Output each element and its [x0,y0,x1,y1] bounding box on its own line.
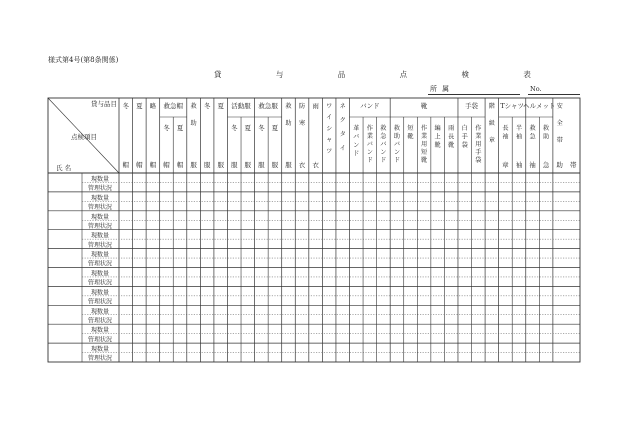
header-bottom-label: 章 [502,161,509,169]
header-label: 夏 [136,102,143,110]
row-label-status: 管理状況 [87,317,113,325]
header-bottom-label: 服 [244,161,252,169]
header-bottom-label: 服 [203,161,211,169]
header-label: 章 [488,137,495,144]
sub-header-label: ン [353,142,360,149]
header-bottom-label: 服 [231,161,238,169]
sub-header-label: バ [366,141,373,148]
row-label-status: 管理状況 [87,355,113,363]
row-label-status: 管理状況 [87,336,113,344]
sub-header-label: 救 [380,125,387,132]
header-group-label: バンド [360,102,380,110]
row-label-quantity: 現数量 [90,346,110,354]
sub-header-label: 編 [434,125,441,132]
header-label: 階 [488,103,495,110]
row-label-quantity: 現数量 [90,251,110,259]
header-bottom-label: 帯 [569,161,577,169]
header-bottom-label: 服 [285,161,292,169]
header-label: 略 [149,102,157,110]
sub-header-label: 短 [420,149,428,156]
sub-header-label: 業 [366,133,373,140]
sub-header-label: 作 [475,125,482,132]
row-label-quantity: 現数量 [90,289,110,297]
sub-header-label: ド [393,157,401,164]
sub-header-label: 助 [393,133,401,140]
sub-header-label: ン [366,149,373,156]
row-label-quantity: 現数量 [90,175,110,183]
header-bottom-label: 服 [271,161,279,169]
corner-check-label: 点検項目 [71,133,97,141]
row-label-quantity: 現数量 [90,194,110,202]
sub-header-label: 靴 [434,142,441,149]
header-label: タ [339,131,346,138]
header-label: 級 [488,120,495,127]
row-label-quantity: 現数量 [90,327,110,335]
sub-header-label: 上 [434,133,441,141]
corner-item-label: 貸与品目 [91,100,117,108]
header-bottom-label: 帽 [122,161,130,169]
sub-header-label: 救 [529,125,536,132]
header-label: 防 [298,103,306,110]
header-label: 冬 [122,102,130,110]
header-bottom-label: 帽 [176,161,184,169]
sub-header-label: 雨 [448,125,455,132]
sub-header-label: 袖 [502,133,509,141]
header-bottom-label: 服 [258,161,265,169]
affiliation-label: 所属 [430,85,454,93]
header-bottom-label: 帽 [149,161,157,169]
header-label: 助 [190,120,197,127]
row-label-status: 管理状況 [87,222,113,230]
sub-header-label: 手 [461,133,468,141]
sub-header-label: 短 [407,125,414,132]
header-label: 帯 [556,137,563,144]
header-group-label: Tシャツ [500,102,525,110]
sub-header-label: 手 [475,149,482,156]
sub-header-label: 用 [420,141,428,148]
header-bottom-label: 帽 [163,161,170,169]
sub-header-label: 作 [366,125,373,132]
sub-header-label: 長 [448,133,455,141]
header-label: シ [326,125,333,133]
header-label: ネ [339,103,346,110]
sub-header-label: 助 [543,133,550,141]
sub-header-label: 急 [380,133,387,140]
row-label-status: 管理状況 [87,185,113,193]
sub-header-label: 袋 [475,157,482,164]
sub-header-label: 救 [543,125,550,132]
row-label-status: 管理状況 [87,241,113,249]
header-group-label: ヘルメット [523,102,556,110]
sub-header-label: 革 [353,125,360,132]
row-label-quantity: 現数量 [90,308,110,316]
sub-header-label: 夏 [271,124,279,132]
header-label: 夏 [217,102,224,110]
corner-name-label: 氏 名 [56,164,72,172]
sub-header-label: 長 [502,125,509,132]
number-label: No. [530,85,542,93]
row-label-quantity: 現数量 [90,213,110,221]
header-group-label: 救急服 [258,102,278,110]
header-bottom-label: 袖 [529,161,536,169]
header-bottom-label: 袖 [515,161,523,169]
header-group-label: 靴 [420,102,428,110]
header-bottom-label: 急 [542,161,550,169]
sub-header-label: バ [353,133,360,141]
row-label-status: 管理状況 [87,204,113,211]
header-label: ツ [326,147,333,155]
sub-header-label: ド [353,150,360,158]
sub-header-label: ド [366,157,373,164]
header-label: 冬 [203,102,211,110]
row-label-status: 管理状況 [87,279,113,287]
header-label: イ [339,145,346,152]
sub-header-label: 袋 [461,142,468,149]
sub-header-label: 靴 [420,157,428,164]
sub-header-label: 冬 [231,124,238,132]
row-label-status: 管理状況 [87,260,113,268]
header-label: 雨 [312,102,319,110]
sub-header-label: 冬 [258,124,265,132]
header-label: ワ [326,103,333,110]
header-label: 救 [285,103,292,110]
header-group-label: 救急帽 [163,102,183,110]
sub-header-label: 業 [420,133,428,140]
sub-header-label: 靴 [407,133,414,141]
header-bottom-label: 服 [190,161,197,169]
row-label-status: 管理状況 [87,298,113,306]
row-label-quantity: 現数量 [90,270,110,278]
header-bottom-label: 服 [217,161,224,169]
sub-header-label: 夏 [244,124,252,132]
sub-header-label: 靴 [448,142,455,149]
header-bottom-label: 帽 [136,161,143,169]
header-label: ャ [326,136,333,144]
sub-header-label: ン [393,149,401,156]
header-label: 救 [190,103,197,110]
sub-header-label: 夏 [176,124,184,132]
header-bottom-label: 衣 [312,161,319,169]
row-label-quantity: 現数量 [90,232,110,240]
header-group-label: 手袋 [465,102,479,110]
sub-header-label: 白 [461,125,468,132]
header-label: 寒 [298,120,306,127]
sub-header-label: バ [393,141,401,148]
sub-header-label: 冬 [163,124,170,132]
sub-header-label: ド [380,157,387,164]
form-title: 貸 与 品 点 検 表 [214,70,557,79]
header-group-label: 活動服 [231,102,251,110]
header-label: イ [326,114,333,122]
form-number-label: 様式第4号(第8条関係) [48,56,119,64]
header-label: 助 [285,120,292,127]
sub-header-label: バ [380,141,387,148]
sub-header-label: 用 [475,141,482,148]
sub-header-label: 救 [393,125,401,132]
sub-header-label: 袖 [515,133,523,141]
header-label: ク [339,117,346,124]
sub-header-label: 急 [529,133,536,141]
sub-header-label: 作 [420,125,428,132]
sub-header-label: 半 [515,125,523,132]
header-label: 全 [556,120,563,127]
sub-header-label: 業 [475,133,482,140]
sub-header-label: ン [380,149,387,156]
header-bottom-label: 助 [556,161,563,169]
header-label: 安 [556,103,563,110]
header-bottom-label: 衣 [298,161,306,169]
